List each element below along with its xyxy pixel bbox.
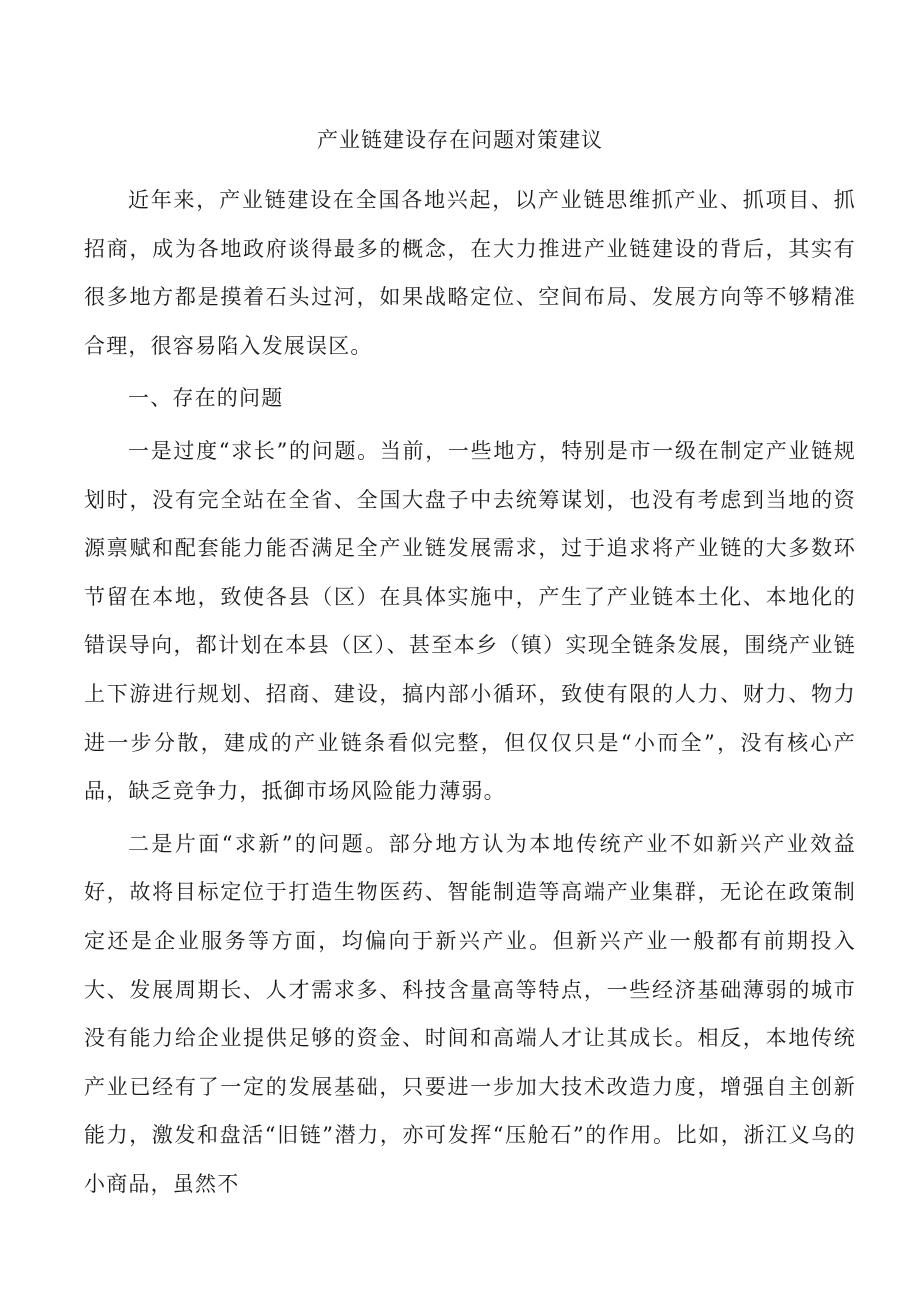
intro-paragraph: 近年来，产业链建设在全国各地兴起，以产业链思维抓产业、抓项目、抓招商，成为各地政府谈得最多的概念，在大力推进产业链建设的背后，其实有很多地方都是摸着石头过河，如果战略定位、空间布局、发展方向等不够精准合理，很容易陷入发展误区。 (84, 188, 856, 358)
problem-two-paragraph: 二是片面“求新”的问题。部分地方认为本地传统产业不如新兴产业效益好，故将目标定位于打造生物医药、智能制造等高端产业集群，无论在政策制定还是企业服务等方面，均偏向于新兴产业。但新兴产业一般都有前期投入大、发展周期长、人才需求多、科技含量高等特点，一些经济基础薄弱的城市没有能力给企业提供足够的资金、时间和高端人才让其成长。相反，本地传统产业已经有了一定的发展基础，只要进一步加大技术改造力度，增强自主创新能力，激发和盘活“旧链”潜力，亦可发挥“压舱石”的作用。比如，浙江义乌的小商品，虽然不 (84, 831, 856, 1196)
document-body (84, 176, 856, 1208)
section-heading: 一、存在的问题 (128, 386, 284, 411)
document-title: 产业链建设存在问题对策建议 (317, 128, 603, 152)
problem-one-paragraph: 一是过度“求长”的问题。当前，一些地方，特别是市一级在制定产业链规划时，没有完全站在全省、全国大盘子中去统筹谋划，也没有考虑到当地的资源禀赋和配套能力能否满足全产业链发展需求，过于追求将产业链的大多数环节留在本地，致使各县（区）在具体实施中，产生了产业链本土化、本地化的错误导向，都计划在本县（区）、甚至本乡（镇）实现全链条发展，围绕产业链上下游进行规划、招商、建设，搞内部小循环，致使有限的人力、财力、物力进一步分散，建成的产业链条看似完整，但仅仅只是“小而全”，没有核心产品，缺乏竞争力，抵御市场风险能力薄弱。 (84, 438, 856, 804)
